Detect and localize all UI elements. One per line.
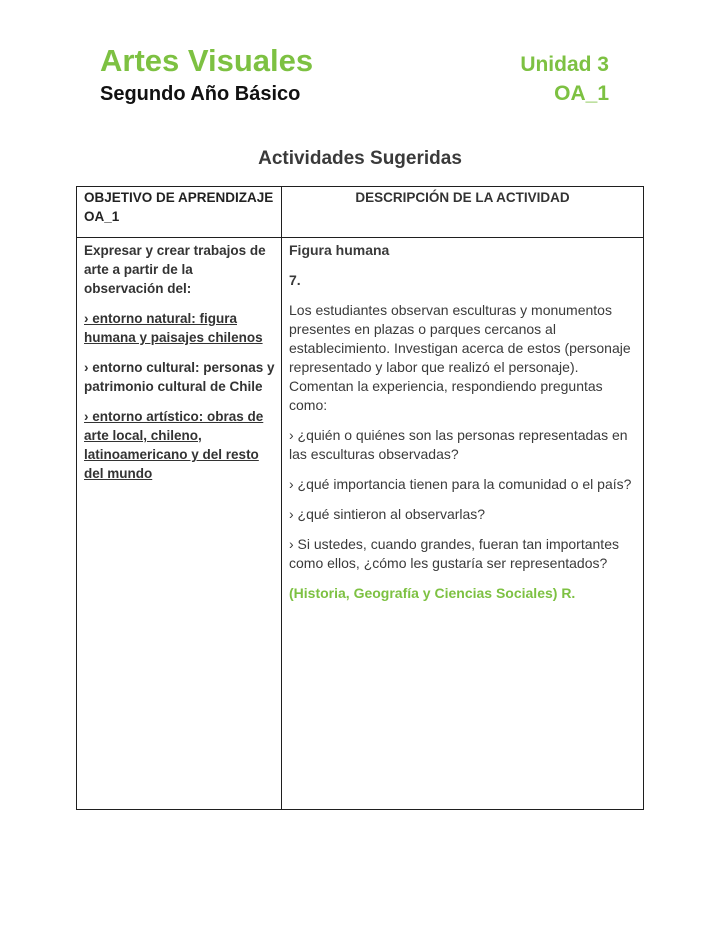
objective-intro: Expresar y crear trabajos de arte a partir de la observación del:: [84, 243, 266, 296]
table-header-row: [77, 187, 644, 238]
objective-header-cell: OBJETIVO DE APRENDIZAJE OA_1: [77, 187, 282, 238]
objective-item-natural: › entorno natural: figura humana y paisajes chilenos: [84, 311, 263, 345]
grade-subtitle: Segundo Año Básico: [100, 83, 301, 105]
document-header-right: [520, 52, 609, 108]
subject-title: Artes Visuales: [100, 43, 314, 78]
activity-paragraph: Los estudiantes observan esculturas y monumentos presentes en plazas o parques cercanos al establecimiento. Investigan acerca de estos (personaje representado y labor que realizó el personaje). Comentan la experiencia, respondiendo preguntas como:: [289, 302, 631, 413]
unit-label: Unidad 3: [520, 53, 609, 76]
question-item: › Si ustedes, cuando grandes, fueran tan importantes como ellos, ¿cómo les gustaría ser representados?: [289, 536, 619, 571]
question-item: › ¿qué sintieron al observarlas?: [289, 506, 486, 522]
table-row: [77, 238, 644, 810]
description-header-cell: DESCRIPCIÓN DE LA ACTIVIDAD: [282, 187, 644, 238]
activity-number: 7.: [289, 272, 301, 288]
activity-cell: [282, 238, 644, 810]
question-item: › ¿quién o quiénes son las personas representadas en las esculturas observadas?: [289, 427, 628, 462]
document-header-left: [100, 42, 313, 106]
cross-reference: (Historia, Geografía y Ciencias Sociales) R.: [289, 585, 576, 601]
activity-title: Figura humana: [289, 242, 390, 258]
objective-cell: [77, 238, 282, 810]
activities-table: [76, 186, 644, 810]
oa-label: OA_1: [554, 82, 609, 105]
objective-item-cultural: › entorno cultural: personas y patrimonio cultural de Chile: [84, 360, 275, 394]
section-title: Actividades Sugeridas: [258, 148, 462, 169]
question-item: › ¿qué importancia tienen para la comunidad o el país?: [289, 476, 632, 492]
objective-item-artistic: › entorno artístico: obras de arte local, chileno, latinoamericano y del resto del mundo: [84, 409, 264, 481]
